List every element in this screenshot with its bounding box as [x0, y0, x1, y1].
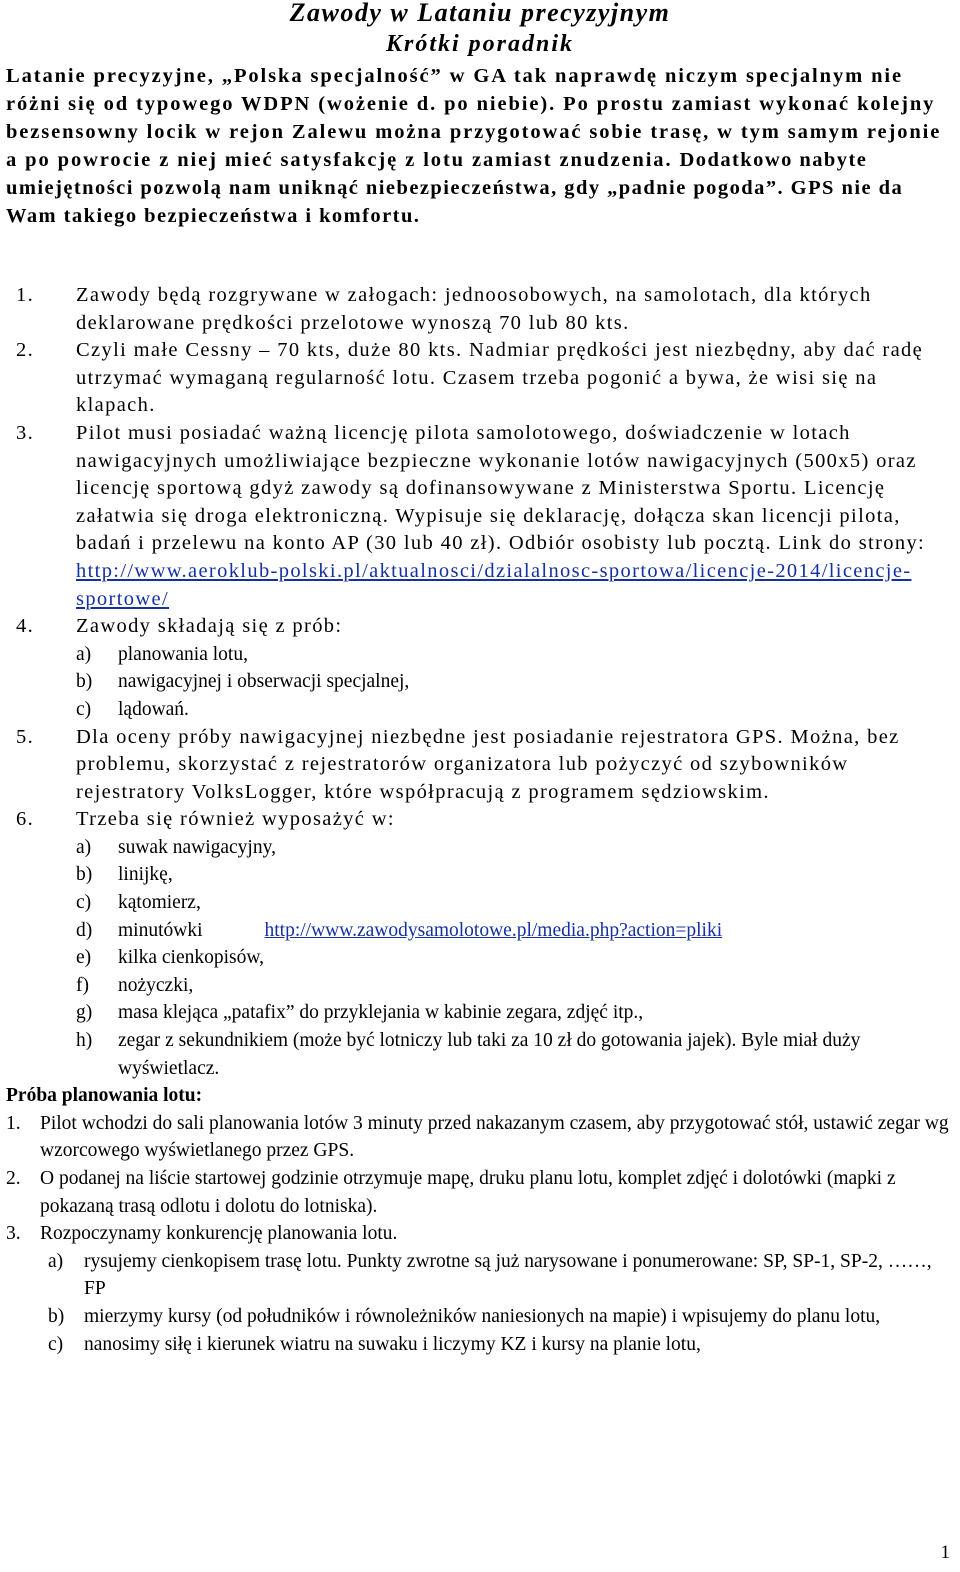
list-text: Trzeba się również wyposażyć w:	[76, 808, 395, 831]
sub-letter: b)	[76, 864, 93, 886]
page-title: Zawody w Lataniu precyzyjnym	[289, 0, 671, 27]
list-text: Pilot musi posiadać ważną licencję pilota samolotowego, doświadczenie w lotach nawigacyjnych umożliwiające bezpieczne wykonanie lotów nawigacyjnych (500x5) oraz licencję sportową gdyż zawody są dofinansowywane z Ministerstwa Sportu. Licencję załatwia się droga elektroniczną. Wypisuje się deklarację, dołącza skan licencji pilota, badań i przelewu na konto AP (30 lub 40 zł). Odbiór osobisty lub pocztą. Link do strony:	[76, 421, 926, 555]
sub-item	[76, 999, 956, 1027]
sub-text: planowania lotu,	[118, 643, 248, 665]
sub-letter: f)	[76, 974, 89, 996]
sub-letter: a)	[76, 643, 92, 665]
planning-item	[6, 1110, 956, 1165]
sub-letter: a)	[76, 836, 92, 858]
page-subtitle: Krótki poradnik	[385, 31, 575, 57]
sub-item	[76, 889, 956, 917]
sub-text: nawigacyjnej i obserwacji specjalnej,	[118, 671, 410, 693]
sub-text: minutówki	[118, 919, 203, 941]
sub-text: kilka cienkopisów,	[118, 947, 265, 969]
planning-sub-item	[6, 1303, 956, 1331]
planning-text: Pilot wchodzi do sali planowania lotów 3 minuty przed nakazanym czasem, aby przygotować stół, ustawić zegar wg wzorcowego wyświetlanego przez GPS.	[40, 1112, 949, 1162]
list-number: 2.	[16, 339, 35, 362]
sub-item	[76, 861, 956, 889]
sub-item	[76, 1027, 956, 1082]
sub-letter: b)	[76, 671, 93, 693]
planning-number: 1.	[6, 1112, 21, 1134]
planning-sub-item	[6, 1248, 956, 1303]
list-text: Dla oceny próby nawigacyjnej niezbędne jest posiadanie rejestratora GPS. Można, bez problemu, skorzystać z rejestratorów organizatora lub pożyczyć od szybowników rejestratory VolksLogger, które współpracują z programem sędziowskim.	[76, 725, 900, 803]
sub-text: rysujemy cienkopisem trasę lotu. Punkty zwrotne są już narysowane i ponumerowane: SP, SP-1, SP-2, ……, FP	[84, 1250, 932, 1300]
sub-text: lądowań.	[118, 698, 189, 720]
planning-item	[6, 1220, 956, 1248]
planning-list	[6, 1110, 956, 1358]
sub-text: masa klejąca „patafix” do przyklejania w kabinie zegara, zdjęć itp.,	[118, 1002, 644, 1024]
section-heading: Próba planowania lotu:	[6, 1085, 203, 1107]
sub-text: linijkę,	[118, 864, 173, 886]
sub-letter: d)	[76, 919, 93, 941]
list-item	[6, 282, 956, 337]
list-number: 4.	[16, 615, 35, 638]
intro-text-a: Latanie precyzyjne, „Polska specjalność” w GA tak naprawdę niczym specjalnym nie różni się od typowego WDPN (wożenie d. po niebie). Po prostu zamiast wykonać kolejny bezsensowny locik w rejon Zalewu można przygotować sobie trasę, w tym samym rejonie a po powrocie z niej mieć satysfakcję z lotu zamiast znudzenia.	[6, 65, 942, 171]
list-number: 1.	[16, 284, 35, 306]
sub-letter: c)	[48, 1333, 64, 1355]
planning-number: 2.	[6, 1168, 21, 1189]
sub-letter: c)	[76, 698, 92, 720]
numbered-list	[6, 282, 956, 1358]
licence-link[interactable]: http://www.aeroklub-polski.pl/aktualnosci/dzialalnosc-sportowa/licencje-2014/licencje-sportowe/	[76, 559, 912, 610]
list-text: Zawody będą rozgrywane w załogach: jednoosobowych, na samolotach, dla których deklarowane prędkości przelotowe wynoszą 70 lub 80 kts.	[76, 284, 872, 334]
sub-text: mierzymy kursy (od południków i równoleżników naniesionych na mapie) i wpisujemy do planu lotu,	[84, 1305, 881, 1327]
stopwatch-link[interactable]: http://www.zawodysamolotowe.pl/media.php?action=pliki	[264, 919, 723, 941]
intro-text-b: Dodatkowo nabyte umiejętności pozwolą nam uniknąć niebezpieczeństwa, gdy „padnie pogoda”. GPS nie da Wam takiego bezpieczeństwa i komfortu.	[6, 149, 904, 227]
planning-number: 3.	[6, 1223, 21, 1245]
list-item	[6, 420, 956, 613]
sub-item	[76, 944, 956, 972]
list-item	[6, 613, 956, 723]
list-item	[6, 337, 956, 420]
sub-item	[76, 972, 956, 1000]
sub-text: nożyczki,	[118, 974, 194, 996]
list-number: 5.	[16, 725, 35, 748]
list-number: 6.	[16, 808, 35, 831]
sub-text: nanosimy siłę i kierunek wiatru na suwaku i liczymy KZ i kursy na planie lotu,	[84, 1333, 701, 1355]
list-item	[6, 806, 956, 1082]
page-number: 1	[940, 1542, 950, 1563]
sub-letter: e)	[76, 947, 92, 969]
sub-item	[76, 641, 956, 669]
list-text: Zawody składają się z prób:	[76, 615, 343, 638]
planning-text: O podanej na liście startowej godzinie otrzymuje mapę, druku planu lotu, komplet zdjęć i dolotówki (mapki z pokazaną trasą odlotu i dolotu do lotniska).	[40, 1168, 896, 1217]
list-item	[6, 724, 956, 807]
sub-letter: h)	[76, 1030, 93, 1052]
sub-text: suwak nawigacyjny,	[118, 836, 276, 858]
planning-sub-item	[6, 1331, 956, 1359]
sub-letter: b)	[48, 1305, 65, 1327]
intro-paragraph	[6, 62, 956, 230]
planning-text: Rozpoczynamy konkurencję planowania lotu.	[40, 1223, 398, 1245]
sub-item	[76, 917, 956, 945]
sub-letter: c)	[76, 892, 92, 914]
sub-item	[76, 834, 956, 862]
list-text: Czyli małe Cessny – 70 kts, duże 80 kts. Nadmiar prędkości jest niezbędny, aby dać radę utrzymać wymaganą regularność lotu. Czasem trzeba pogonić a bywa, że wisi się na klapach.	[76, 339, 924, 417]
sub-item	[76, 668, 956, 696]
sub-text: kątomierz,	[118, 892, 201, 914]
sub-letter: g)	[76, 1002, 93, 1024]
sub-text: zegar z sekundnikiem (może być lotniczy lub taki za 10 zł do gotowania jajek). Byle miał duży wyświetlacz.	[118, 1030, 861, 1079]
list-number: 3.	[16, 421, 35, 444]
sub-item	[76, 696, 956, 724]
sub-letter: a)	[48, 1250, 64, 1272]
planning-item	[6, 1165, 956, 1220]
